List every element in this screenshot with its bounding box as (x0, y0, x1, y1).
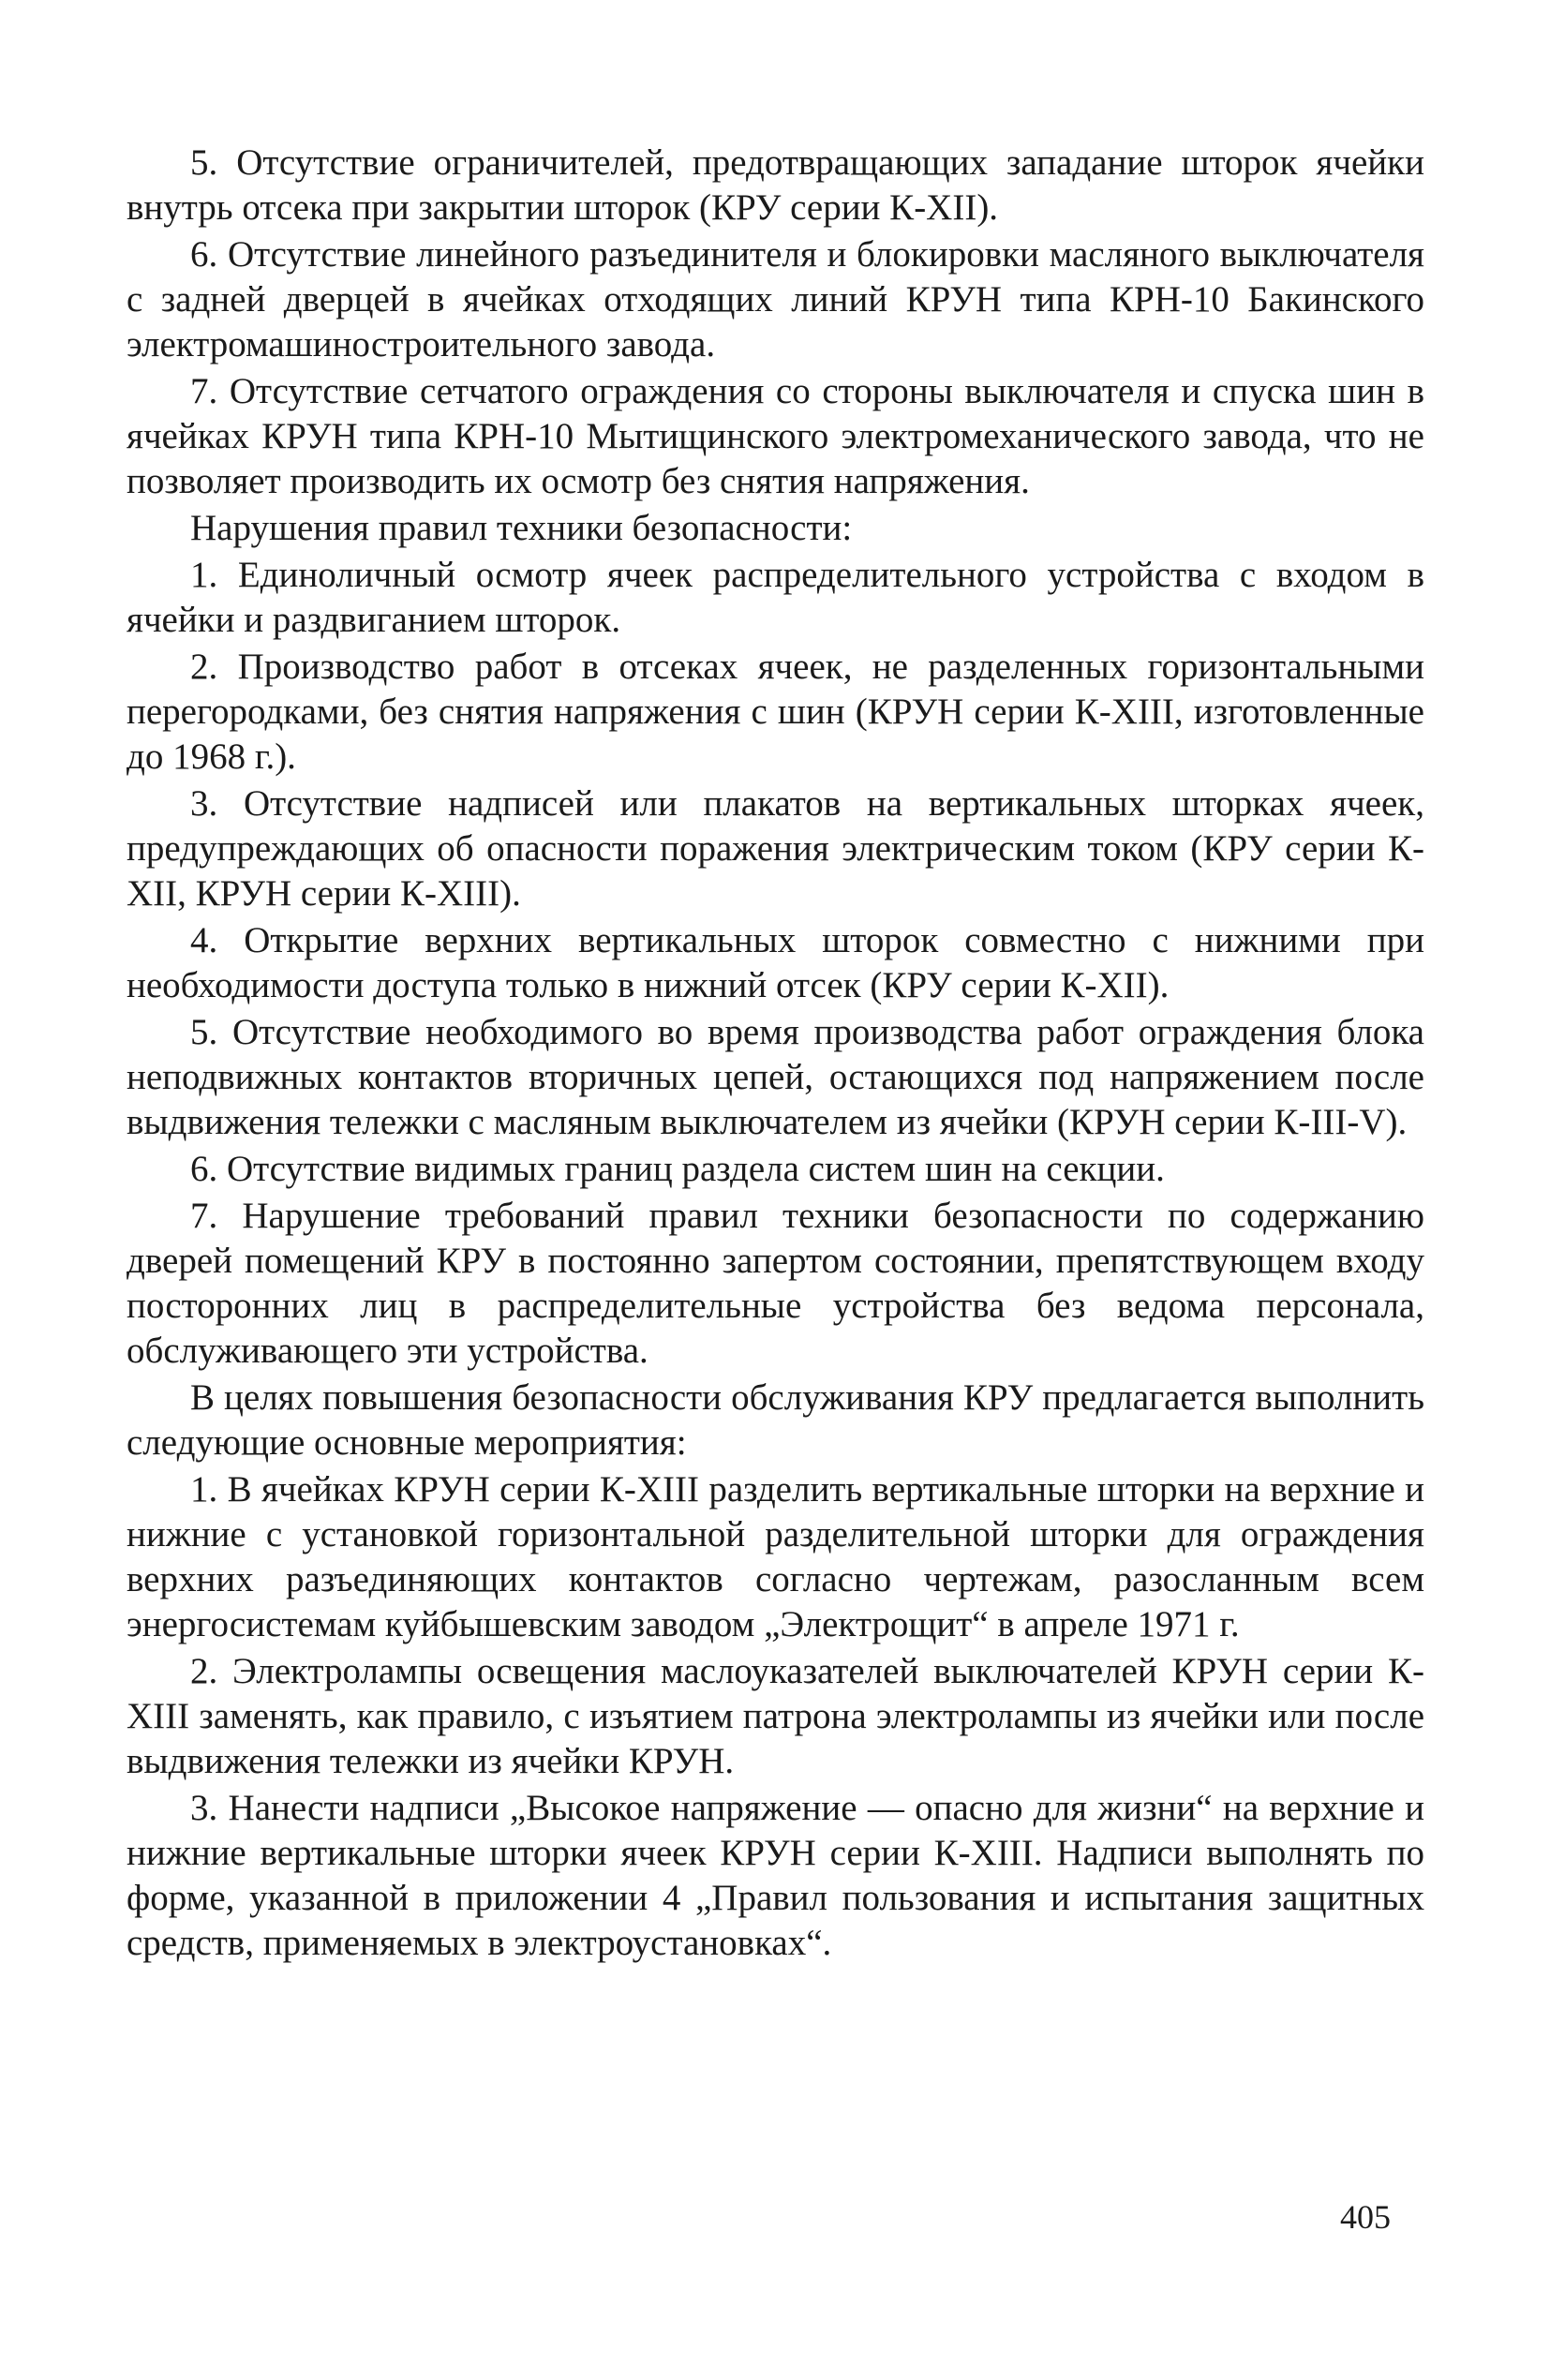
violation-item-7: 7. Нарушение требований правил техники безопасности по содержанию дверей помещений КРУ в постоянно запертом состоянии, препятствующем входу посторонних лиц в распределительные устройства без ведома персонала, обслуживающего эти устройства. (127, 1196, 1424, 1371)
page-body (127, 141, 1424, 1968)
paragraph-defect-6: 6. Отсутствие линейного разъединителя и блокировки масляного выключателя с задней дверцей в ячейках отходящих линий КРУН типа КРН-10 Бакинского электромашиностроительного завода. (127, 234, 1424, 364)
measure-item-2: 2. Электролампы освещения маслоуказателей выключателей КРУН серии К-XIII заменять, как правило, с изъятием патрона электролампы из ячейки или после выдвижения тележки из ячейки КРУН. (127, 1651, 1424, 1781)
violation-item-1: 1. Единоличный осмотр ячеек распределительного устройства с входом в ячейки и раздвиганием шторок. (127, 555, 1424, 640)
violation-item-2: 2. Производство работ в отсеках ячеек, не разделенных горизонтальными перегородками, без снятия напряжения с шин (КРУН серии К-XIII, изготовленные до 1968 г.). (127, 647, 1424, 777)
violation-item-4: 4. Открытие верхних вертикальных шторок совместно с нижними при необходимости доступа только в нижний отсек (КРУ серии К-XII). (127, 920, 1424, 1005)
paragraph-defect-7: 7. Отсутствие сетчатого ограждения со стороны выключателя и спуска шин в ячейках КРУН типа КРН-10 Мытищинского электромеханического завода, что не позволяет производить их осмотр без снятия напряжения. (127, 371, 1424, 501)
page-number: 405 (1340, 2198, 1391, 2236)
violation-item-3: 3. Отсутствие надписей или плакатов на вертикальных шторках ячеек, предупреждающих об опасности поражения электрическим током (КРУ серии К-XII, КРУН серии К-XIII). (127, 783, 1424, 914)
violation-item-5: 5. Отсутствие необходимого во время производства работ ограждения блока неподвижных контактов вторичных цепей, остающихся под напряжением после выдвижения тележки с масляным выключателем из ячейки (КРУН серии К-III-V). (127, 1012, 1424, 1142)
violation-item-6: 6. Отсутствие видимых границ раздела систем шин на секции. (190, 1149, 1165, 1189)
violations-heading: Нарушения правил техники безопасности: (190, 508, 853, 548)
measure-item-1: 1. В ячейках КРУН серии К-XIII разделить вертикальные шторки на верхние и нижние с установкой горизонтальной разделительной шторки для ограждения верхних разъединяющих контактов согласно чертежам, разосланным всем энергосистемам куйбышевским заводом „Электрощит“ в апреле 1971 г. (127, 1469, 1424, 1644)
measures-intro: В целях повышения безопасности обслуживания КРУ предлагается выполнить следующие основные мероприятия: (127, 1377, 1424, 1463)
measure-item-3: 3. Нанести надписи „Высокое напряжение — опасно для жизни“ на верхние и нижние вертикальные шторки ячеек КРУН серии К-XIII. Надписи выполнять по форме, указанной в приложении 4 „Правил пользования и испытания защитных средств, применяемых в электроустановках“. (127, 1788, 1424, 1963)
paragraph-defect-5: 5. Отсутствие ограничителей, предотвращающих западание шторок ячейки внутрь отсека при закрытии шторок (КРУ серии К-XII). (127, 142, 1424, 228)
